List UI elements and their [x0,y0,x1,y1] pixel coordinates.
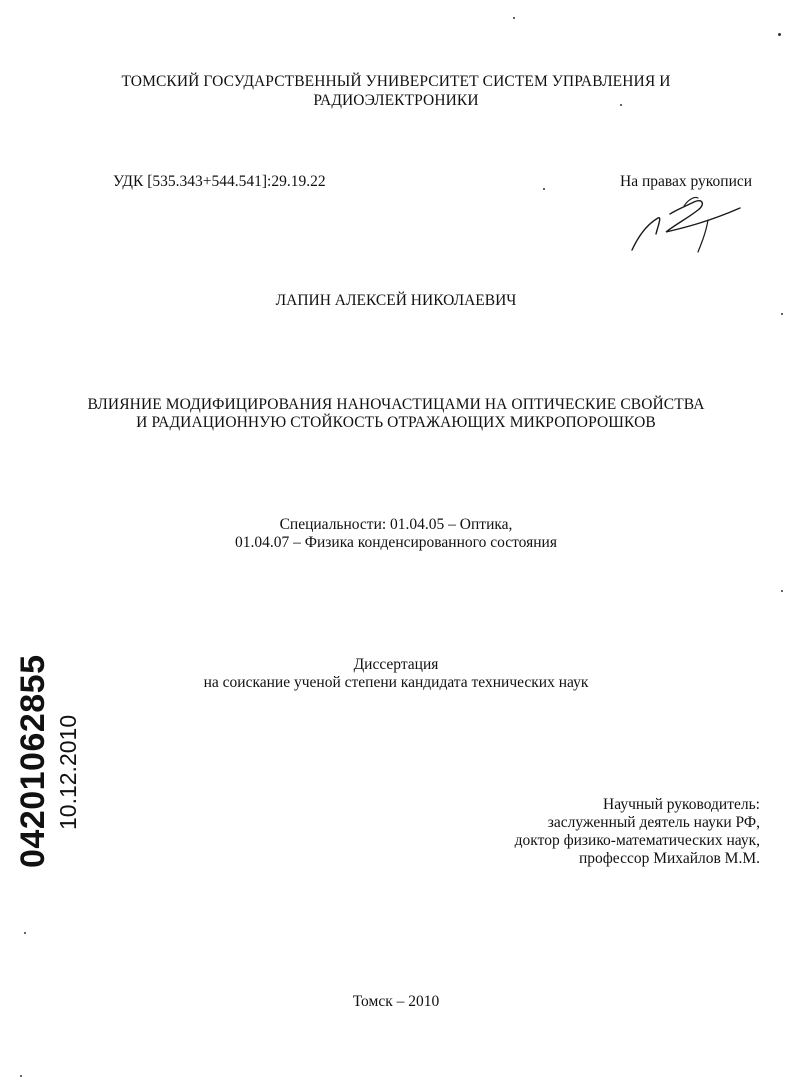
library-stamp-number: 04201062855 [14,654,52,868]
udc-code: УДК [535.343+544.541]:29.19.22 [113,173,326,190]
supervisor-name: профессор Михайлов М.М. [578,850,760,867]
scan-speck [781,590,783,592]
author-name: ЛАПИН АЛЕКСЕЙ НИКОЛАЕВИЧ [275,292,517,309]
scan-speck [20,1075,22,1077]
work-type-line-1: Диссертация [353,656,439,673]
library-stamp-date: 10.12.2010 [55,714,81,830]
scan-speck [513,17,515,19]
specialties-line-1: Специальности: 01.04.05 – Оптика, [279,516,513,533]
scan-speck [24,932,26,934]
scan-speck [543,188,545,190]
supervisor-honor: заслуженный деятель науки РФ, [547,814,760,831]
supervisor-degree: доктор физико-математических наук, [514,832,760,849]
thesis-title-line-2: И РАДИАЦИОННУЮ СТОЙКОСТЬ ОТРАЖАЮЩИХ МИКРОПОРОШКОВ [136,414,656,431]
thesis-title-line-1: ВЛИЯНИЕ МОДИФИЦИРОВАНИЯ НАНОЧАСТИЦАМИ НА ОПТИЧЕСКИЕ СВОЙСТВА [87,396,705,413]
city-year: Томск – 2010 [352,993,440,1010]
specialties-line-2: 01.04.07 – Физика конденсированного состояния [235,534,557,551]
supervisor-label: Научный руководитель: [603,796,760,813]
institution-line-1: ТОМСКИЙ ГОСУДАРСТВЕННЫЙ УНИВЕРСИТЕТ СИСТЕМ УПРАВЛЕНИЯ И [121,73,671,90]
institution-line-2: РАДИОЭЛЕКТРОНИКИ [313,92,479,109]
work-type-line-2: на соискание ученой степени кандидата технических наук [203,674,589,691]
manuscript-note: На правах рукописи [620,173,753,190]
signature [628,192,748,258]
scan-speck [781,313,783,315]
scan-speck [778,33,781,36]
